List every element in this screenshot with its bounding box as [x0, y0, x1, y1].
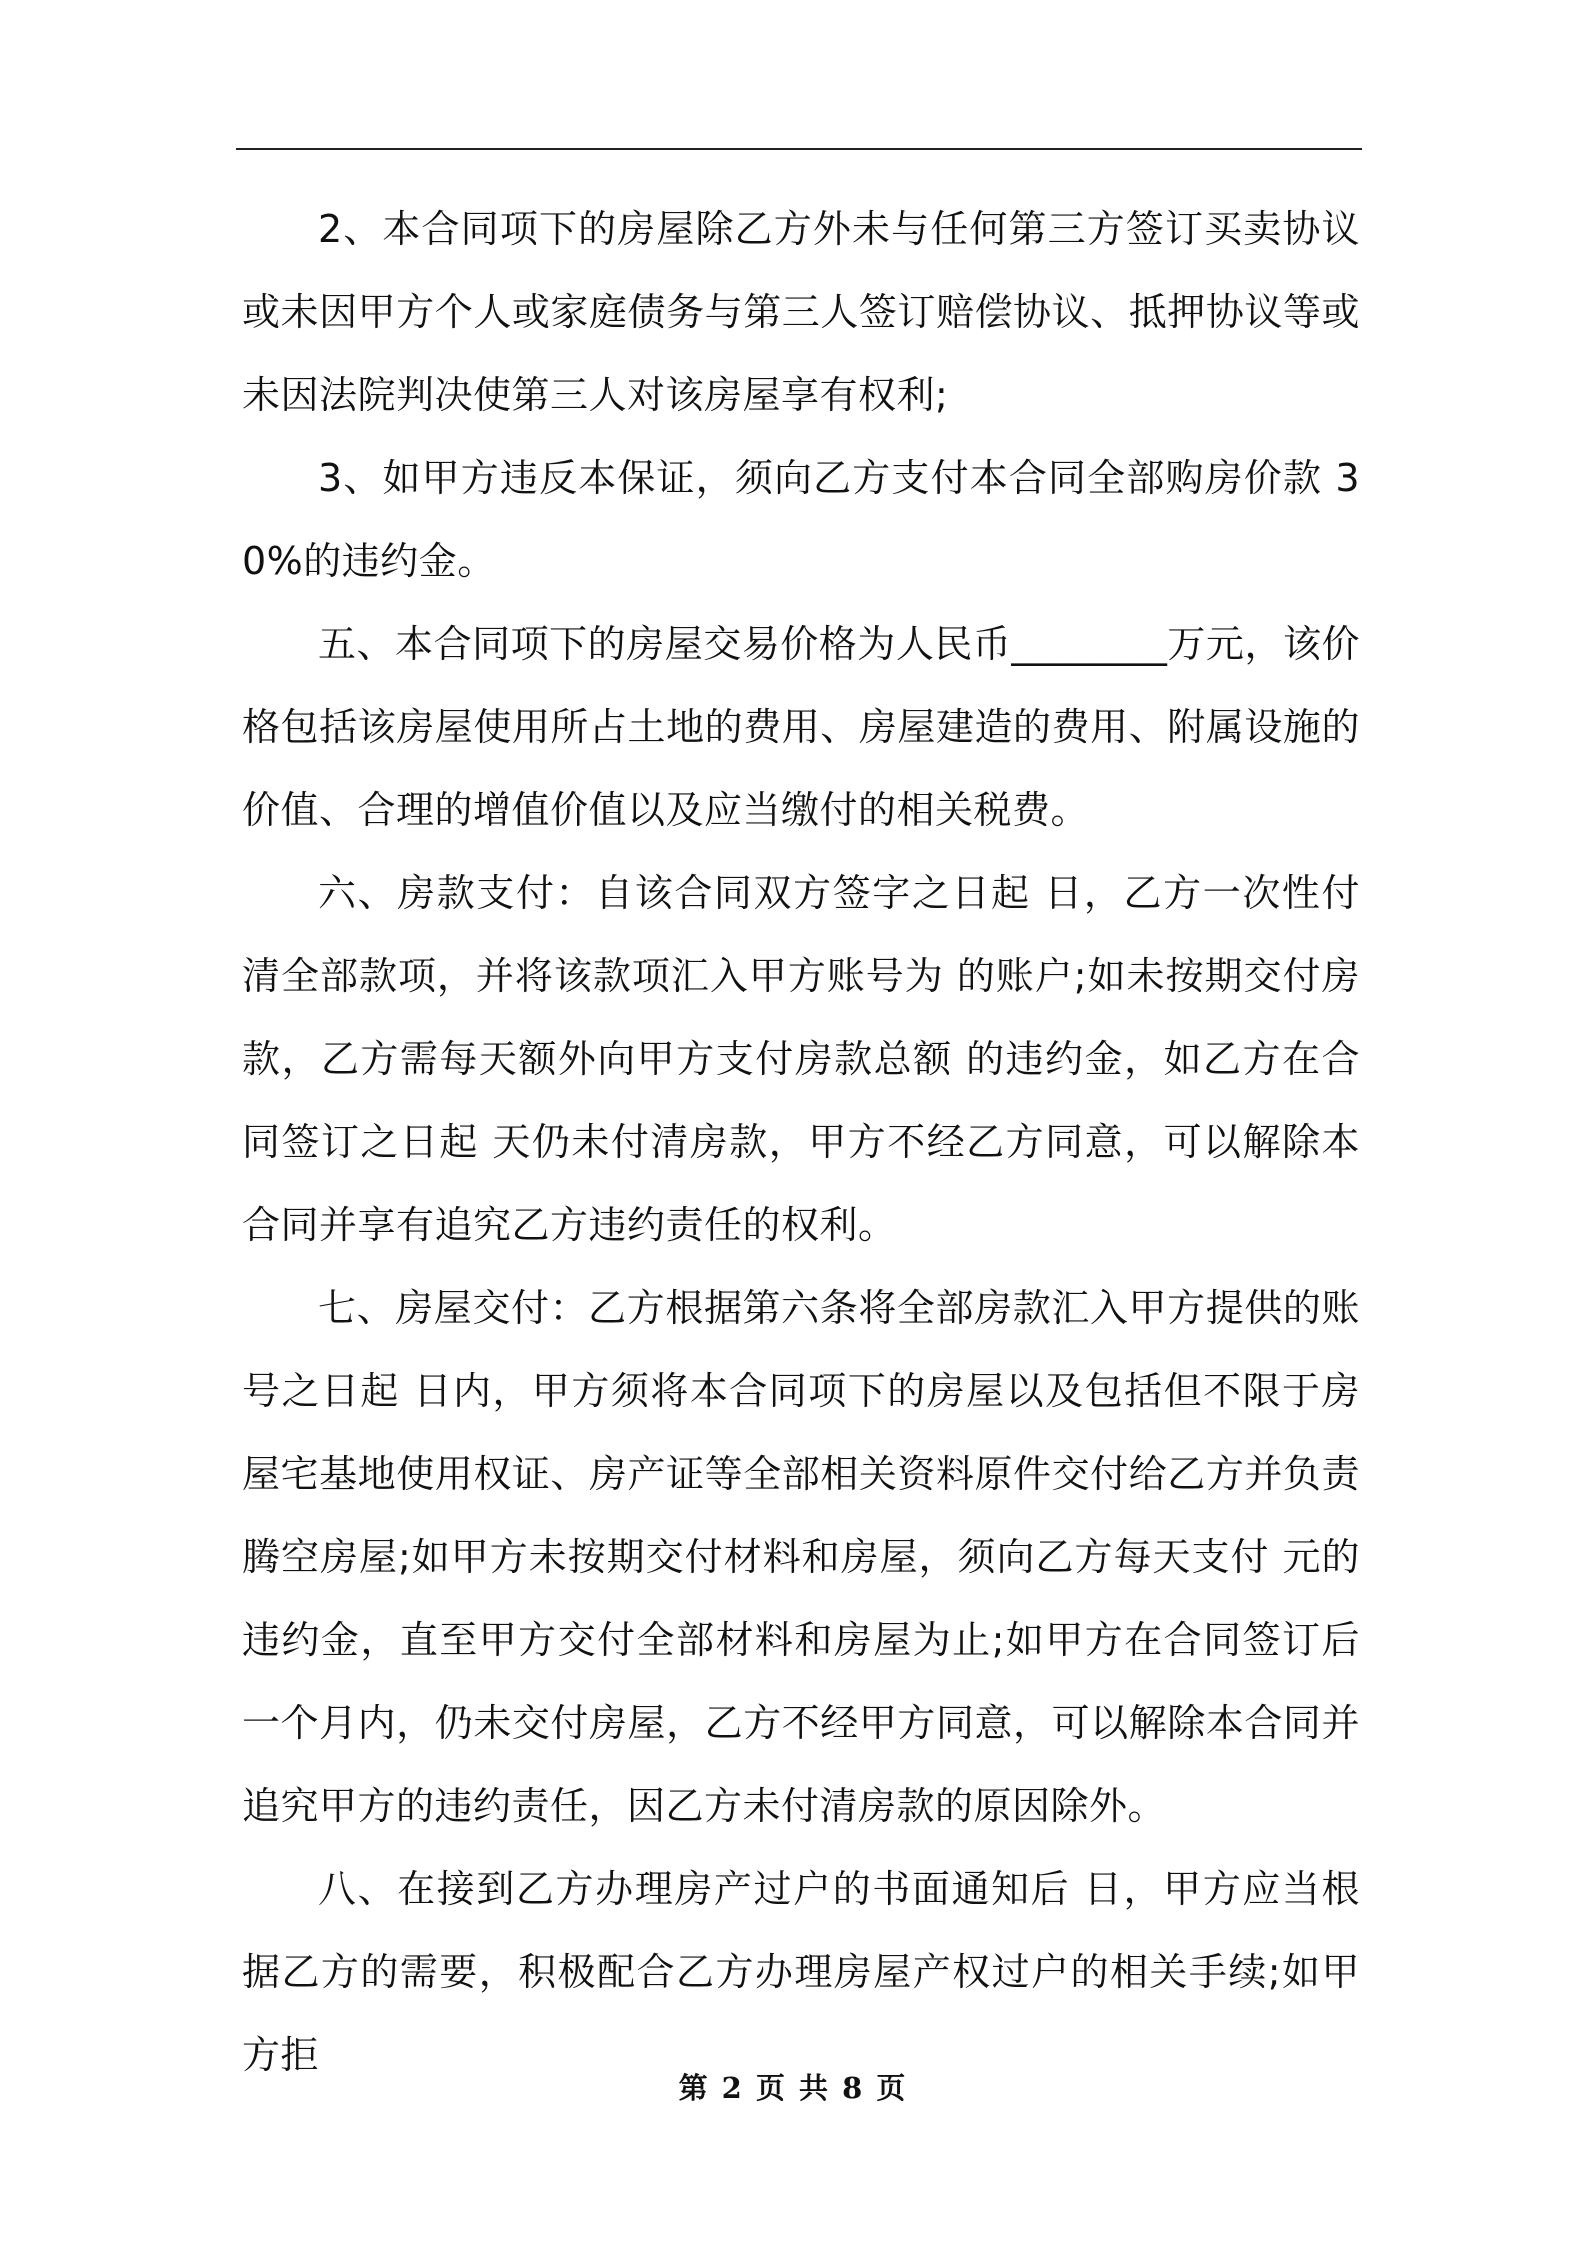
paragraph-section-5-price: 五、本合同项下的房屋交易价格为人民币________万元，该价格包括该房屋使用所占土地的费用、房屋建造的费用、附属设施的价值、合理的增值价值以及应当缴付的相关税费。 [242, 622, 1360, 832]
header-divider [236, 148, 1362, 150]
paragraph-clause-2: 2、本合同项下的房屋除乙方外未与任何第三方签订买卖协议或未因甲方个人或家庭债务与第三人签订赔偿协议、抵押协议等或未因法院判决使第三人对该房屋享有权利; [242, 207, 1360, 417]
page-number-footer: 第 2 页 共 8 页 [678, 2071, 908, 2105]
paragraph-section-6-payment: 六、房款支付：自该合同双方签字之日起 日，乙方一次性付清全部款项，并将该款项汇入甲方账号为 的账户;如未按期交付房款，乙方需每天额外向甲方支付房款总额 的违约金，如乙方在合同签订之日起 天仍未付清房款，甲方不经乙方同意，可以解除本合同并享有追究乙方违约责任的权利。 [242, 871, 1360, 1247]
paragraph-section-8-transfer: 八、在接到乙方办理房产过户的书面通知后 日，甲方应当根据乙方的需要，积极配合乙方办理房屋产权过户的相关手续;如甲方拒 [242, 1867, 1360, 2077]
document-body [242, 188, 1360, 2097]
paragraph-clause-3: 3、如甲方违反本保证，须向乙方支付本合同全部购房价款 30%的违约金。 [242, 456, 1360, 583]
paragraph-section-7-delivery: 七、房屋交付：乙方根据第六条将全部房款汇入甲方提供的账号之日起 日内，甲方须将本合同项下的房屋以及包括但不限于房屋宅基地使用权证、房产证等全部相关资料原件交付给乙方并负责腾空房屋;如甲方未按期交付材料和房屋，须向乙方每天支付 元的违约金，直至甲方交付全部材料和房屋为止;如甲方在合同签订后一个月内，仍未交付房屋，乙方不经甲方同意，可以解除本合同并追究甲方的违约责任，因乙方未付清房款的原因除外。 [242, 1286, 1360, 1828]
